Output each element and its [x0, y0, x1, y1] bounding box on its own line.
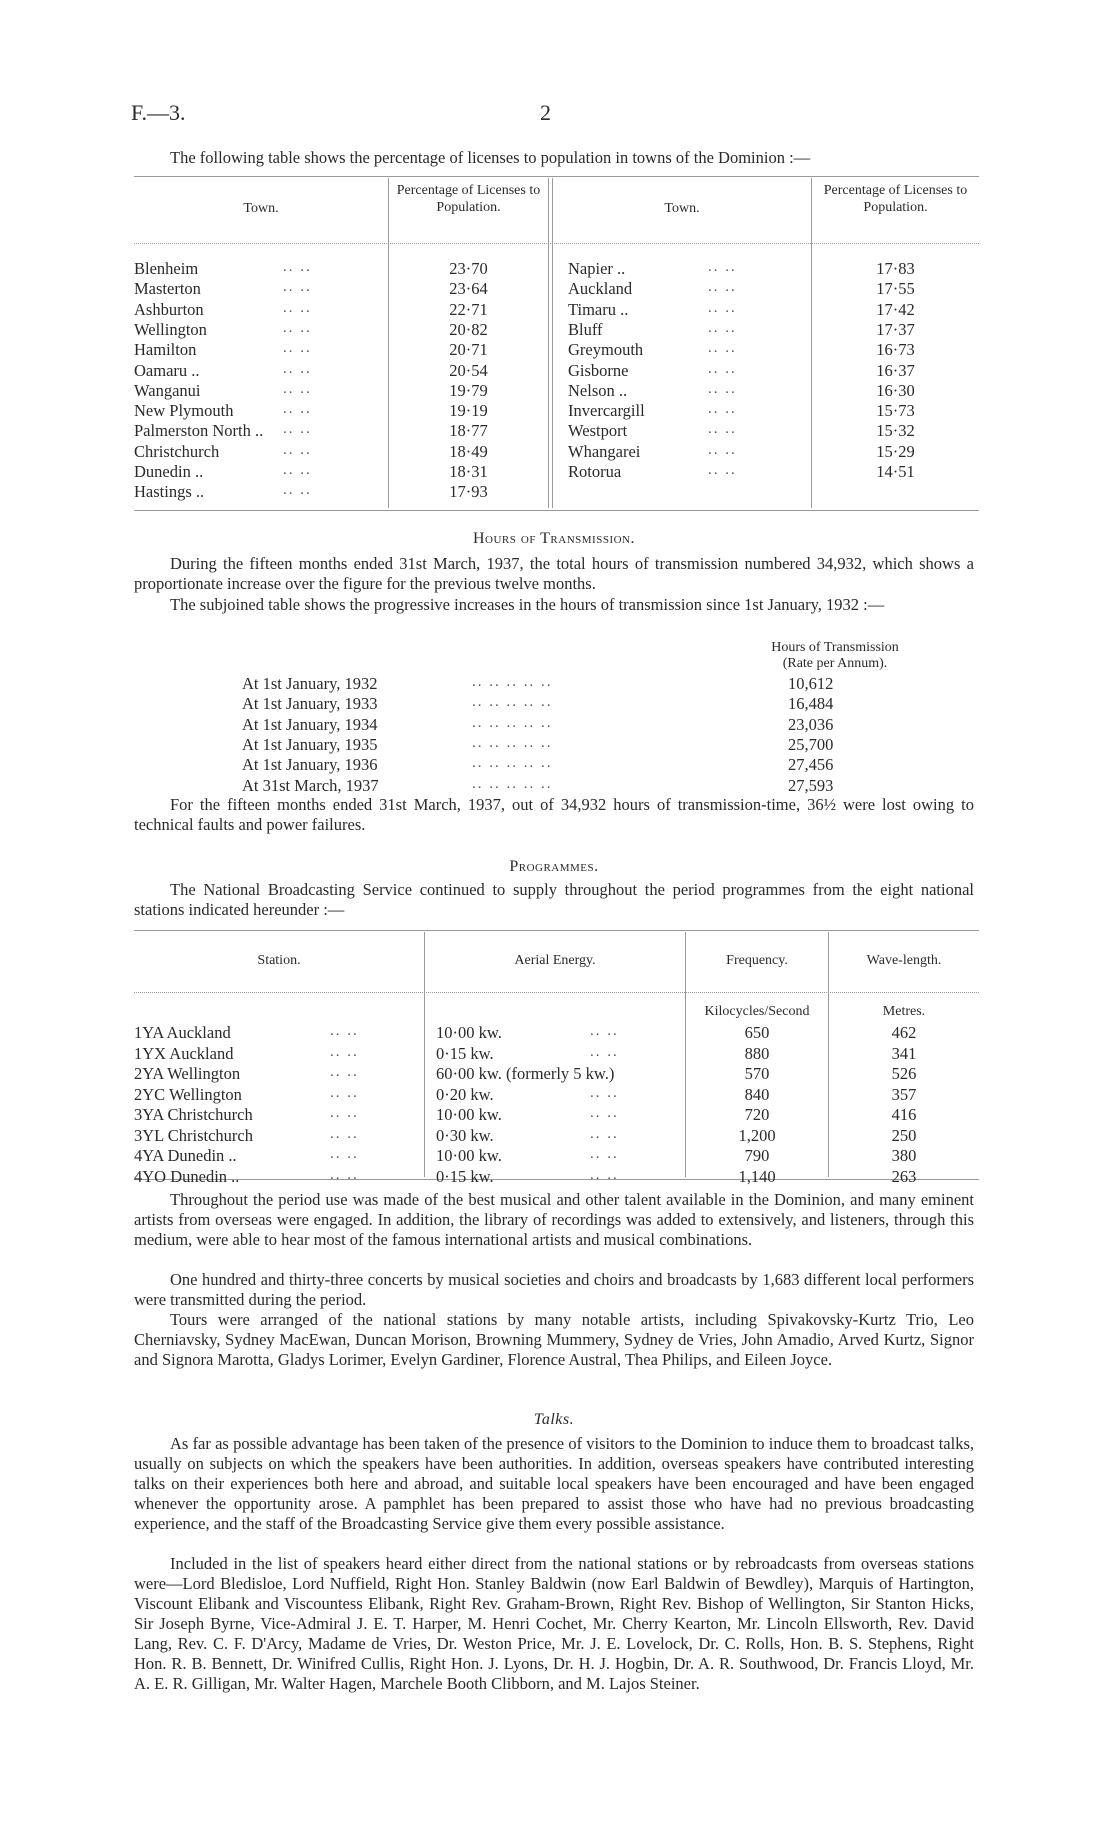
table-row-town: Dunedin .. [134, 462, 204, 481]
table-row-pct: 18·31 [449, 462, 488, 481]
hours-row-label: At 1st January, 1936 [242, 755, 378, 775]
leader-dots: .. .. [283, 421, 312, 438]
station-name: 1YA Auckland [134, 1023, 231, 1042]
programmes-para3: Tours were arranged of the national stations by many notable artists, including Spivakovsky-Kurtz Trio, Leo Cherniavsky, Sydney MacEwan, Duncan Morison, Browning Mummery, Sydney de Vries, John Amadio, Arved Kurtz, Signor and Signora Marotta, Gladys Lorimer, Evelyn Gardiner, Florence Austral, Thea Philips, and Eileen Joyce. [134, 1310, 974, 1369]
leader-dots: .. .. [330, 1146, 359, 1162]
leader-dots: .. .. .. .. .. [472, 674, 553, 690]
leader-dots: .. .. [330, 1166, 359, 1183]
station-energy: 0·20 kw. [436, 1084, 494, 1104]
leader-dots: .. .. [330, 1064, 359, 1080]
table-row-town: Westport [568, 421, 628, 441]
leader-dots: .. .. [283, 360, 312, 377]
t2-header-wavelength: Wave-length. [866, 953, 942, 968]
station-energy: 10·00 kw. [436, 1146, 502, 1165]
station-name: 3YL Christchurch [134, 1125, 253, 1145]
leader-dots: .. .. [283, 401, 312, 418]
table-row-pct: 18·77 [449, 421, 488, 441]
hours-row-value: 25,700 [788, 734, 834, 754]
table-row-town: Hastings .. [134, 482, 205, 502]
table-row-town: Whangarei [568, 441, 641, 461]
leader-dots: .. .. [283, 319, 312, 336]
leader-dots: .. .. [283, 380, 312, 397]
station-energy: 10·00 kw. [436, 1105, 502, 1124]
leader-dots: .. .. [590, 1105, 619, 1121]
leader-dots: .. .. [708, 259, 737, 275]
talks-para2: Included in the list of speakers heard either direct from the national stations or by rebroadcasts from overseas stations were—Lord Bledisloe, Lord Nuffield, Right Hon. Stanley Baldwin (now Earl Baldwin of Bewdley), Marquis of Hartington, Viscount Elibank and Viscountess Elibank, Right Rev. Graham-Brown, Right Rev. Bishop of Wellington, Sir Stanton Hicks, Sir Joseph Byrne, Vice-Admiral J. E. T. Harper, M. Henri Cochet, Mr. Cherry Kearton, Mr. Lincoln Ellsworth, Rev. David Lang, Rev. C. F. D'Arcy, Madame de Vries, Dr. Weston Price, Mr. J. E. Lovelock, Dr. C. Rolls, Hon. B. S. Stephens, Right Hon. R. B. Bennett, Dr. Winifred Cullis, Right Hon. J. Lyons, Dr. H. J. Hogbin, Dr. A. R. Southwood, Dr. Francis Lloyd, Mr. A. E. R. Gilligan, Mr. Walter Hagen, Marchele Booth Clibborn, and M. Lajos Steiner. [134, 1554, 974, 1693]
t2-header-station: Station. [257, 953, 301, 968]
station-name: 4YO Dunedin .. [134, 1166, 240, 1186]
t2-frequency-unit: Kilocycles/Second [704, 1004, 810, 1019]
station-wavelength: 250 [891, 1125, 917, 1145]
t2-wavelength-unit: Metres. [882, 1004, 926, 1019]
leader-dots: .. .. [330, 1125, 359, 1142]
hours-row-label: At 1st January, 1932 [242, 674, 378, 693]
table-row-pct: 17·42 [876, 299, 915, 319]
t2-header-frequency: Frequency. [726, 953, 788, 968]
leader-dots: .. .. .. .. .. [472, 775, 553, 792]
hours-row-value: 27,456 [788, 755, 834, 775]
table-row-pct: 17·83 [876, 259, 915, 278]
leader-dots: .. .. [590, 1023, 619, 1039]
leader-dots: .. .. [708, 441, 737, 458]
hours-row-label: At 1st January, 1933 [242, 694, 378, 714]
table-row-town: Oamaru .. [134, 360, 200, 380]
table-row-town: Greymouth [568, 340, 644, 360]
table-row-pct: 20·82 [449, 319, 488, 339]
station-frequency: 790 [744, 1146, 770, 1165]
leader-dots: .. .. [590, 1084, 619, 1101]
station-wavelength: 357 [891, 1084, 917, 1104]
leader-dots: .. .. [283, 299, 312, 316]
leader-dots: .. .. .. .. .. [472, 714, 553, 731]
table-row-pct: 17·93 [449, 482, 488, 502]
hours-row-label: At 1st January, 1935 [242, 734, 378, 754]
leader-dots: .. .. [708, 279, 737, 296]
station-frequency: 840 [744, 1084, 770, 1104]
hours-row-value: 23,036 [788, 714, 834, 734]
table-row-town: Rotorua [568, 462, 622, 481]
table-row-pct: 18·49 [449, 441, 488, 461]
leader-dots: .. .. [283, 441, 312, 458]
table-row-town: Blenheim [134, 259, 199, 278]
programmes-para1: Throughout the period use was made of the best musical and other talent available in the Dominion, and many eminent artists from overseas were engaged. In addition, the library of recordings was added to extensively, and listeners, through this medium, were able to hear most of the famous international artists and musical combinations. [134, 1190, 974, 1249]
leader-dots: .. .. [283, 482, 312, 499]
table-row-pct: 15·29 [876, 441, 915, 461]
table-row-town: Palmerston North .. [134, 421, 264, 441]
table-row-town: New Plymouth [134, 401, 234, 421]
hours-row-value: 27,593 [788, 775, 834, 795]
page-number: 2 [540, 100, 551, 125]
hours-col-subheader: (Rate per Annum). [782, 656, 888, 671]
leader-dots: .. .. .. .. .. [472, 755, 553, 772]
station-energy: 0·15 kw. [436, 1166, 494, 1186]
station-name: 1YX Auckland [134, 1043, 234, 1063]
table-row-pct: 19·79 [449, 380, 488, 400]
table-row-pct: 17·55 [876, 279, 915, 299]
table-row-town: Invercargill [568, 401, 645, 421]
station-wavelength: 526 [891, 1064, 917, 1083]
table-row-pct: 14·51 [876, 462, 915, 481]
leader-dots: .. .. .. .. .. [472, 694, 553, 711]
station-name: 2YC Wellington [134, 1084, 242, 1104]
table1-intro: The following table shows the percentage of licenses to population in towns of the Dominion :— [170, 148, 811, 167]
leader-dots: .. .. [708, 421, 737, 438]
leader-dots: .. .. [590, 1166, 619, 1183]
leader-dots: .. .. [708, 401, 737, 418]
hours-para3: For the fifteen months ended 31st March, 1937, out of 34,932 hours of transmission-time, 36½ were lost owing to technical faults and power failures. [134, 795, 974, 834]
station-frequency: 570 [744, 1064, 770, 1083]
leader-dots: .. .. [590, 1146, 619, 1162]
table-row-pct: 16·73 [876, 340, 915, 360]
document-reference: F.—3. [131, 100, 186, 125]
table-row-town: Auckland [568, 279, 633, 299]
table-row-town: Bluff [568, 319, 603, 339]
station-wavelength: 462 [891, 1023, 917, 1042]
station-frequency: 1,140 [738, 1166, 776, 1186]
table-row-town: Christchurch [134, 441, 220, 461]
hours-row-label: At 1st January, 1934 [242, 714, 378, 734]
programmes-para2: One hundred and thirty-three concerts by musical societies and choirs and broadcasts by 1,683 different local performers were transmitted during the period. [134, 1270, 974, 1309]
leader-dots: .. .. [283, 462, 312, 478]
leader-dots: .. .. [330, 1084, 359, 1101]
table-row-pct: 16·37 [876, 360, 915, 380]
leader-dots: .. .. [330, 1023, 359, 1039]
table-row-pct: 16·30 [876, 380, 915, 400]
table-row-town: Wanganui [134, 380, 201, 400]
table-row-pct: 20·54 [449, 360, 488, 380]
hours-heading: Hours of Transmission. [472, 530, 635, 547]
table-row-pct: 22·71 [449, 299, 488, 319]
table-row-town: Wellington [134, 319, 207, 339]
station-name: 3YA Christchurch [134, 1105, 253, 1124]
table-row-pct: 17·37 [876, 319, 915, 339]
station-frequency: 880 [744, 1043, 770, 1063]
leader-dots: .. .. [708, 462, 737, 478]
table-row-town: Hamilton [134, 340, 197, 360]
station-energy: 0·15 kw. [436, 1043, 494, 1063]
station-frequency: 720 [744, 1105, 770, 1124]
leader-dots: .. .. [330, 1043, 359, 1060]
station-wavelength: 263 [891, 1166, 917, 1186]
leader-dots: .. .. [590, 1125, 619, 1142]
leader-dots: .. .. .. .. .. [472, 734, 553, 751]
programmes-heading: Programmes. [509, 858, 599, 875]
leader-dots: .. .. [708, 380, 737, 397]
table-row-town: Masterton [134, 279, 201, 299]
leader-dots: .. .. [590, 1043, 619, 1060]
t1-header-pct-right: Percentage of Licenses to Population. [823, 183, 968, 215]
station-wavelength: 341 [891, 1043, 917, 1063]
t1-header-town-left: Town. [243, 201, 279, 216]
leader-dots: .. .. [283, 279, 312, 296]
programmes-intro: The National Broadcasting Service continued to supply throughout the period programmes from the eight national stations indicated hereunder :— [134, 880, 974, 919]
table-row-pct: 23·64 [449, 279, 488, 299]
hours-row-value: 16,484 [788, 694, 834, 714]
table-row-pct: 19·19 [449, 401, 488, 421]
table-row-town: Timaru .. [568, 299, 629, 319]
talks-heading: Talks. [533, 1411, 575, 1428]
table-row-town: Nelson .. [568, 380, 628, 400]
station-name: 4YA Dunedin .. [134, 1146, 237, 1165]
station-energy: 10·00 kw. [436, 1023, 502, 1042]
leader-dots: .. .. [330, 1105, 359, 1121]
station-name: 2YA Wellington [134, 1064, 241, 1083]
table-row-pct: 20·71 [449, 340, 488, 360]
table-row-town: Gisborne [568, 360, 629, 380]
leader-dots: .. .. [708, 319, 737, 336]
station-energy: 60·00 kw. (formerly 5 kw.) [436, 1064, 615, 1083]
t1-header-pct-left: Percentage of Licenses to Population. [396, 183, 541, 215]
t2-header-energy: Aerial Energy. [514, 953, 596, 968]
leader-dots: .. .. [283, 259, 312, 275]
leader-dots: .. .. [283, 340, 312, 357]
hours-col-header: Hours of Transmission [771, 640, 899, 655]
leader-dots: .. .. [708, 299, 737, 316]
t1-header-town-right: Town. [664, 201, 700, 216]
station-wavelength: 380 [891, 1146, 917, 1165]
table-row-town: Ashburton [134, 299, 204, 319]
talks-para1: As far as possible advantage has been taken of the presence of visitors to the Dominion to induce them to broadcast talks, usually on subjects on which the speakers have been authorities. In addition, overseas speakers have contributed interesting talks on their experiences both here and abroad, and suitable local speakers have been encouraged and have been engaged whenever the opportunity arose. A pamphlet has been prepared to assist those who have had no previous broadcasting experience, and the staff of the Broadcasting Service give them every possible assistance. [134, 1434, 974, 1533]
leader-dots: .. .. [708, 340, 737, 357]
station-energy: 0·30 kw. [436, 1125, 494, 1145]
station-frequency: 1,200 [738, 1125, 776, 1145]
hours-para1: During the fifteen months ended 31st March, 1937, the total hours of transmission numbered 34,932, which shows a proportionate increase over the figure for the previous twelve months. [134, 554, 974, 593]
table-row-pct: 15·73 [876, 401, 915, 421]
table-row-town: Napier .. [568, 259, 626, 278]
table-row-pct: 15·32 [876, 421, 915, 441]
leader-dots: .. .. [708, 360, 737, 377]
hours-row-label: At 31st March, 1937 [242, 775, 379, 795]
table-row-pct: 23·70 [449, 259, 488, 278]
station-wavelength: 416 [891, 1105, 917, 1124]
station-frequency: 650 [744, 1023, 770, 1042]
hours-row-value: 10,612 [788, 674, 834, 693]
hours-para2: The subjoined table shows the progressive increases in the hours of transmission since 1st January, 1932 :— [170, 595, 885, 614]
